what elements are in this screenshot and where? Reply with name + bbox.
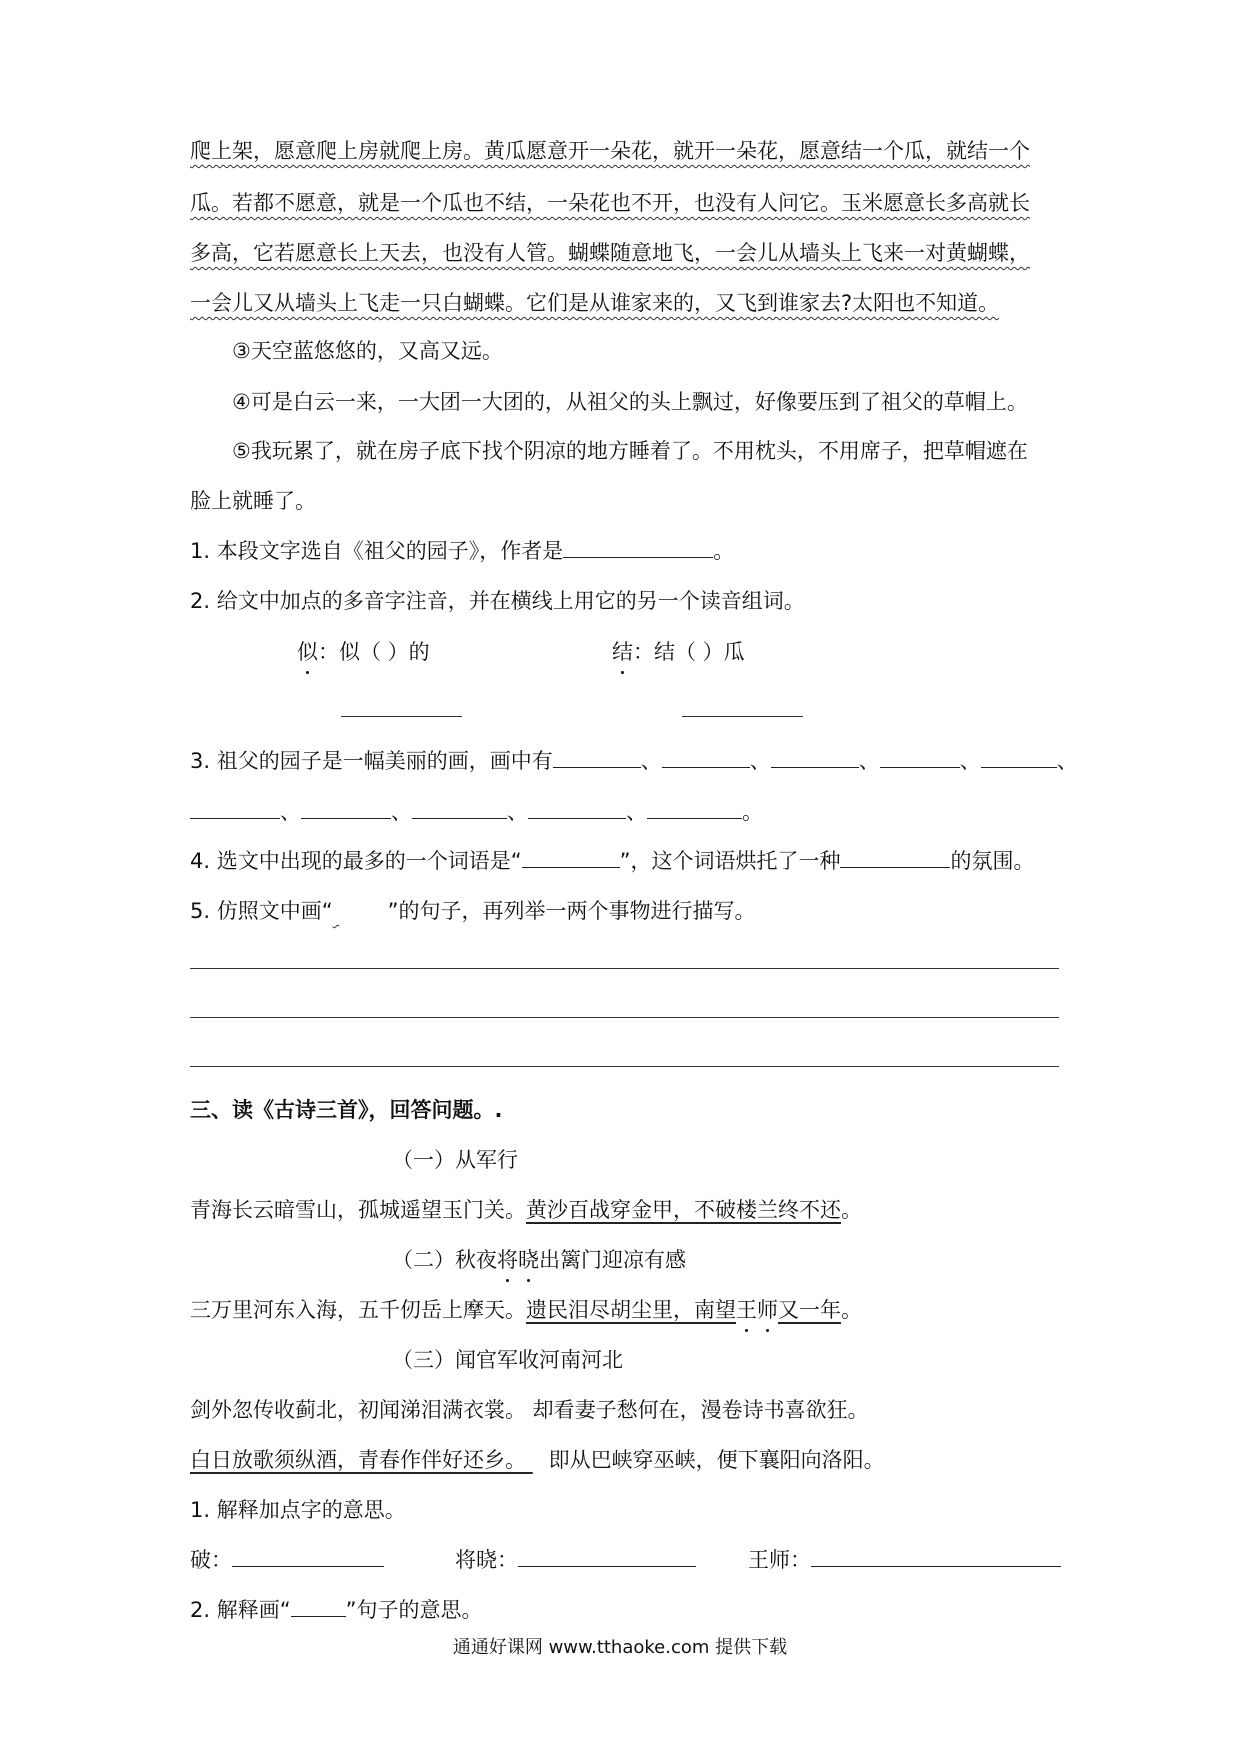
dotted-char-si: 似	[297, 637, 318, 667]
passage-line-2: 瓜。若都不愿意，就是一个瓜也不结，一朵花也不开，也没有人问它。玉米愿意长多高就长	[190, 191, 1030, 215]
answer-blank-word[interactable]	[522, 847, 620, 868]
answer-line-si[interactable]	[341, 716, 462, 717]
answer-blank-3-4[interactable]	[880, 747, 960, 768]
label-po: 破：	[190, 1548, 232, 1572]
answer-blank-3-3[interactable]	[771, 747, 859, 768]
separator: 、	[858, 749, 880, 773]
separator: 、	[959, 749, 981, 773]
answer-blank-3-10[interactable]	[647, 798, 742, 819]
polyphone-jie	[612, 637, 745, 667]
passage-line-3: 多高，它若愿意长上天去，也没有人管。蝴蝶随意地飞，一会儿从墙头上飞来一对黄蝴蝶，	[190, 241, 1030, 265]
dotted-char-wang: 王	[736, 1295, 757, 1325]
paragraph-3: ③天空蓝悠悠的，又高又远。	[232, 339, 503, 363]
paragraph-5a: ⑤我玩累了，就在房子底下找个阴凉的地方睡着了。不用枕头，不用席子，把草帽遮在	[232, 439, 1028, 463]
answer-blank-atmosphere[interactable]	[840, 847, 950, 868]
answer-blank-3-5[interactable]	[981, 747, 1057, 768]
separator: 、	[280, 800, 301, 824]
poem-2-title-b: 出篱门迎凉有感	[539, 1248, 686, 1272]
question-3	[190, 746, 1078, 776]
answer-line-5-2[interactable]	[190, 1017, 1059, 1018]
footer-text: 通通好课网 www.tthaoke.com 提供下载	[452, 1637, 788, 1658]
explain-jiangxiao	[455, 1545, 696, 1575]
label-jiangxiao: 将晓：	[455, 1548, 518, 1572]
section-3-question-1: 1. 解释加点字的意思。	[190, 1498, 406, 1522]
answer-blank-jiangxiao[interactable]	[518, 1546, 696, 1567]
polyphone-si-text: ：似（ ）的	[318, 640, 430, 664]
dotted-char-jiang: 将	[497, 1245, 518, 1275]
question-2: 2. 给文中加点的多音字注音，并在横线上用它的另一个读音组词。	[190, 589, 805, 613]
separator: 、	[391, 800, 412, 824]
poem-3-line-2a: 白日放歌须纵酒，青春作伴好还乡。	[190, 1448, 526, 1472]
section-3-heading: 三、读《古诗三首》，回答问题。.	[190, 1098, 503, 1122]
answer-line-5-3[interactable]	[190, 1066, 1059, 1067]
question-4-text-b: ”，这个词语烘托了一种	[619, 849, 841, 873]
poem-2-line-b: 遗民泪尽胡尘里，南望王师又一年	[526, 1298, 841, 1322]
answer-blank-po[interactable]	[232, 1546, 384, 1567]
answer-blank-3-8[interactable]	[412, 798, 507, 819]
separator: 、	[640, 749, 662, 773]
answer-blank-wangshi[interactable]	[811, 1546, 1061, 1567]
poem-2-title-a: （二）秋夜	[392, 1248, 497, 1272]
polyphone-jie-text: ：结（ ）瓜	[633, 640, 745, 664]
separator: 、	[749, 749, 771, 773]
question-4	[190, 846, 1034, 876]
answer-line-jie[interactable]	[682, 716, 803, 717]
label-wangshi: 王师：	[748, 1548, 811, 1572]
question-5-text-a: 5. 仿照文中画“	[190, 899, 333, 923]
poem-2-title	[392, 1245, 686, 1275]
question-2-text-a: 2. 解释画“	[190, 1598, 291, 1622]
paragraph-5b: 脸上就睡了。	[190, 489, 316, 513]
poem-3-line-2	[190, 1445, 885, 1475]
question-2-text-b: ”句子的意思。	[345, 1598, 483, 1622]
question-1-text: 1. 本段文字选自《祖父的园子》，作者是	[190, 539, 564, 563]
question-4-text-c: 的氛围。	[950, 849, 1035, 873]
poem-1-end: 。	[841, 1198, 862, 1222]
answer-line-5-1[interactable]	[190, 968, 1059, 969]
question-1-end: 。	[713, 539, 735, 563]
explain-wangshi	[748, 1545, 1061, 1575]
poem-2-line-a: 三万里河东入海，五千仞岳上摩天。	[190, 1298, 526, 1322]
question-4-text-a: 4. 选文中出现的最多的一个词语是“	[190, 849, 522, 873]
passage-line-4: 一会儿又从墙头上飞走一只白蝴蝶。它们是从谁家来的，又飞到谁家去?太阳也不知道。	[190, 291, 1000, 315]
poem-3-line-1: 剑外忽传收蓟北，初闻涕泪满衣裳。 却看妻子愁何在，漫卷诗书喜欲狂。	[190, 1398, 869, 1422]
explain-po	[190, 1545, 384, 1575]
paragraph-4: ④可是白云一来，一大团一大团的，从祖父的头上飘过，好像要压到了祖父的草帽上。	[232, 390, 1028, 414]
question-5	[190, 896, 755, 926]
separator: 、	[507, 800, 528, 824]
question-1	[190, 536, 734, 566]
section-3-question-2	[190, 1595, 482, 1625]
question-3-continued	[190, 797, 763, 827]
answer-blank-3-7[interactable]	[301, 798, 391, 819]
answer-blank-author[interactable]	[563, 537, 713, 558]
passage-line-1: 爬上架，愿意爬上房就爬上房。黄瓜愿意开一朵花，就开一朵花，愿意结一个瓜，就结一个	[190, 139, 1030, 163]
dotted-char-jie: 结	[612, 637, 633, 667]
dotted-char-shi: 师	[757, 1295, 778, 1325]
separator: 、	[1056, 749, 1078, 773]
answer-blank-3-9[interactable]	[528, 798, 626, 819]
poem-2-text	[190, 1295, 862, 1325]
answer-blank-3-2[interactable]	[662, 747, 750, 768]
poem-2-end: 。	[841, 1298, 862, 1322]
underline-sample	[291, 1596, 346, 1617]
polyphone-si	[297, 637, 430, 667]
wavy-underline-sample	[333, 896, 388, 926]
period: 。	[742, 800, 763, 824]
answer-blank-3-6[interactable]	[190, 798, 280, 819]
poem-1-title: （一）从军行	[392, 1148, 518, 1172]
separator: 、	[626, 800, 647, 824]
underline-extension	[526, 1445, 542, 1475]
poem-1-text	[190, 1195, 862, 1225]
poem-1-line-a: 青海长云暗雪山，孤城遥望玉门关。	[190, 1198, 526, 1222]
poem-1-line-b: 黄沙百战穿金甲，不破楼兰终不还	[526, 1198, 841, 1222]
dotted-char-xiao: 晓	[518, 1245, 539, 1275]
question-3-text: 3. 祖父的园子是一幅美丽的画，画中有	[190, 749, 553, 773]
answer-blank-3-1[interactable]	[553, 747, 641, 768]
question-5-text-b: ”的句子，再列举一两个事物进行描写。	[387, 899, 756, 923]
poem-3-line-2b: 即从巴峡穿巫峡，便下襄阳向洛阳。	[542, 1448, 885, 1472]
poem-3-title: （三）闻官军收河南河北	[392, 1348, 623, 1372]
